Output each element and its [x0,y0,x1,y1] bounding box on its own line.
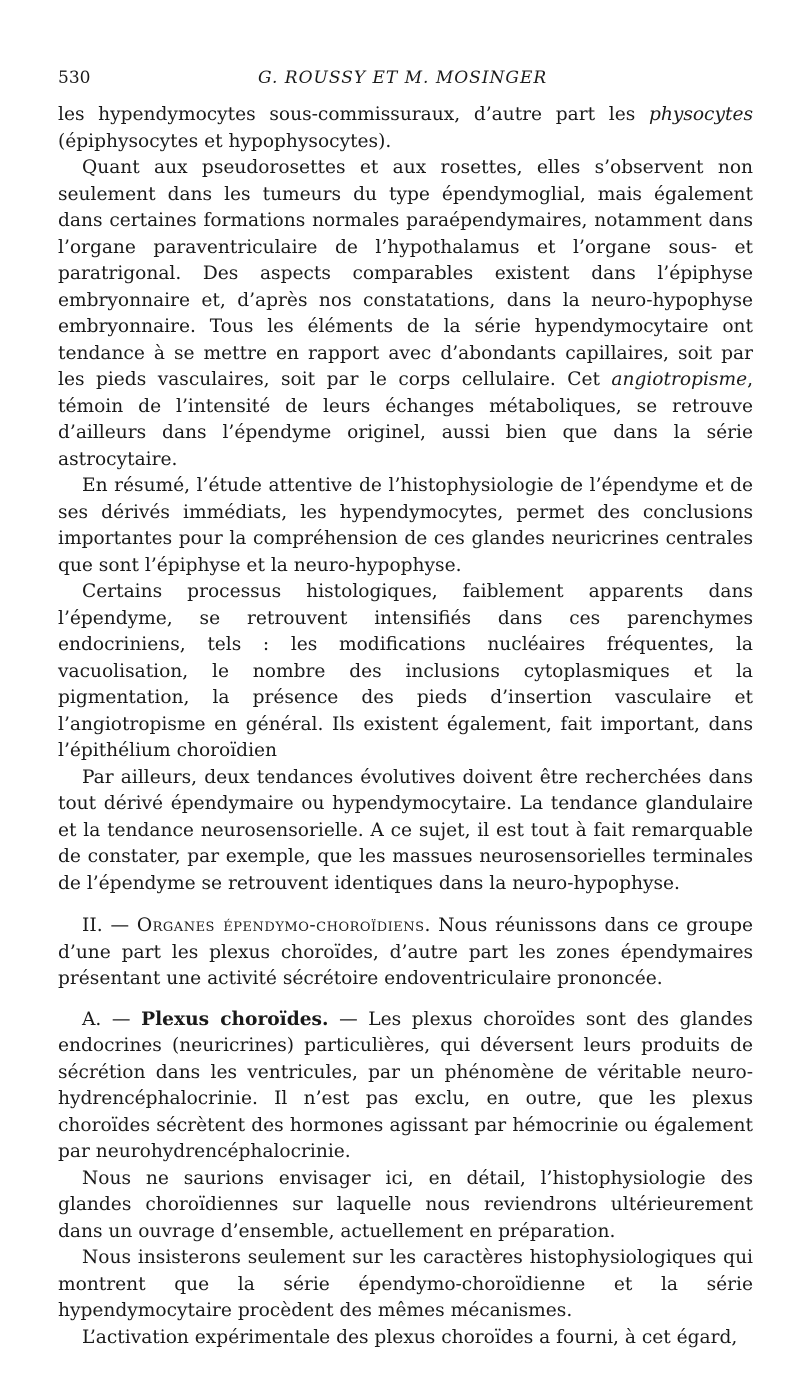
emphasis-angiotropisme: angiotropisme [611,369,748,390]
page-header [58,68,758,94]
paragraph-processus: Certains processus histologiques, faiblement apparents dans l’épendyme, se retrouvent intensifiés dans ces parenchymes endocriniens, tels : les modifications nucléaires fréquentes, la vacuolisation, le nombre des inclusions cytoplasmiques et la pigmentation, la présence des pieds d’insertion vasculaire et l’angiotropisme en général. Ils existent également, fait important, dans l’épithélium choroïdien [58,581,753,761]
section-title: Organes épendymo-choroïdiens [136,915,425,936]
page-number: 530 [58,68,91,88]
subsection-title: Plexus choroïdes. [141,1008,329,1030]
paragraph-continued: les hypendymocytes sous-commissuraux, d’autre part les physocytes (épiphysocytes et hypophysocytes). [58,104,753,152]
paragraph-tendances: Par ailleurs, deux tendances évolutives doivent être recherchées dans tout dérivé épendymaire ou hypendymocytaire. La tendance glandulaire et la tendance neurosensorielle. A ce sujet, il est tout à fait remarquable de constater, par exemple, que les massues neurosensorielles terminales de l’épendyme se retrouvent identiques dans la neuro-hypophyse. [58,766,753,894]
paragraph-pseudorosettes: Quant aux pseudorosettes et aux rosettes, elles s’observent non seulement dans les tumeurs du type épendymoglial, mais également dans certaines formations normales paraépendymaires, notamment dans l’organe paraventriculaire de l’hypothalamus et l’organe sous- et paratrigonal. Des aspects comparables existent dans l’épiphyse embryonnaire et, d’après nos constatations, dans la neuro-hypophyse embryonnaire. Tous les éléments de la série hypendymocytaire ont tendance à se mettre en rapport avec d’abondants capillaires, soit par les pieds vasculaires, soit par le corps cellulaire. Cet angiotropisme, témoin de l’intensité de leurs échanges métaboliques, se retrouve d’ailleurs dans l’épendyme originel, aussi bien que dans la série astrocytaire. [58,157,753,470]
section-ii-heading: II. — Organes épendymo-choroïdiens. Nous réunissons dans ce groupe d’une part les plexus choroïdes, d’autre part les zones épendymaires présentant une activité sécrétoire endoventriculaire prononcée. [58,915,754,989]
paragraph-envisager: Nous ne saurions envisager ici, en détail, l’histophysiologie des glandes choroïdiennes sur laquelle nous reviendrons ultérieurement dans un ouvrage d’ensemble, actuellement en préparation. [58,1167,753,1242]
paragraph-activation: L’activation expérimentale des plexus choroïdes a fourni, à cet égard, [82,1326,738,1348]
emphasis-physocytes: physocytes [648,104,753,125]
running-title: G. ROUSSY ET M. MOSINGER [258,68,548,88]
body-text [58,102,753,1351]
paragraph-insisterons: Nous insisterons seulement sur les caractères histophysiologiques qui montrent que la série épendymo-choroïdienne et la série hypendymocytaire procèdent des mêmes mécanismes. [58,1247,753,1321]
paragraph-resume: En résumé, l’étude attentive de l’histophysiologie de l’épendyme et de ses dérivés immédiats, les hypendymocytes, permet des conclusions importantes pour la compréhension de ces glandes neuricrines centrales que sont l’épiphyse et la neuro-hypophyse. [58,475,753,576]
subsection-a-heading: A. — Plexus choroïdes. — Les plexus choroïdes sont des glandes endocrines (neuricrines) particulières, qui déversent leurs produits de sécrétion dans les ventricules, par un phénomène de véritable neuro-hydrencéphalocrinie. Il n’est pas exclu, en outre, que les plexus choroïdes sécrètent des hormones agissant par hémocrinie ou également par neurohydrencéphalocrinie. [58,1008,753,1162]
